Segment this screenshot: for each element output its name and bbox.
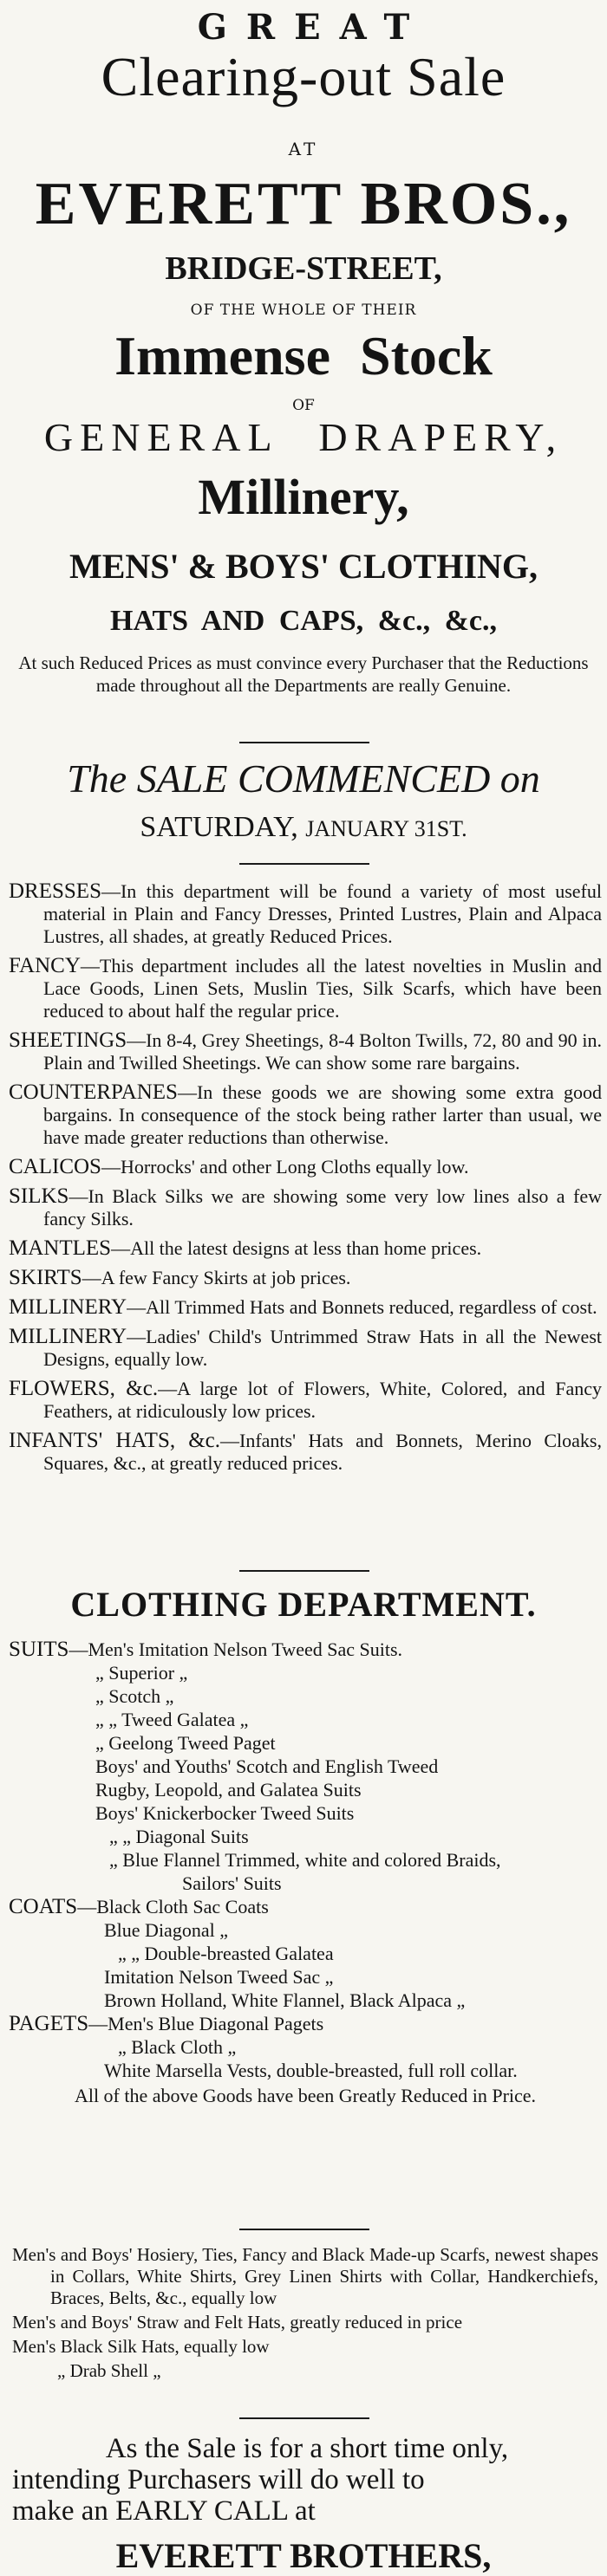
hats-heading: HATS AND CAPS, &c., &c., bbox=[110, 605, 497, 637]
firm-name: EVERETT BROS., bbox=[35, 171, 572, 237]
street-name: BRIDGE-STREET, bbox=[165, 250, 442, 287]
list-item: Sailors' Suits bbox=[182, 1872, 282, 1894]
list-item: SILKS—In Black Silks we are showing some very low lines also a few fancy Silks. bbox=[9, 1184, 602, 1230]
closing-firm: EVERETT BROTHERS, bbox=[115, 2536, 492, 2575]
list-item: „ „ Double-breasted Galatea bbox=[118, 1943, 334, 1964]
millinery-heading: Millinery, bbox=[198, 469, 409, 525]
clothing-department-heading: CLOTHING DEPARTMENT. bbox=[70, 1585, 537, 1624]
closing-line: intending Purchasers will do well to bbox=[12, 2464, 425, 2495]
list-item: Boys' and Youths' Scotch and English Tweed bbox=[95, 1755, 439, 1777]
divider-rule bbox=[239, 2417, 369, 2419]
list-item: SKIRTS—A few Fancy Skirts at job prices. bbox=[9, 1266, 351, 1289]
at-label: AT bbox=[288, 139, 319, 159]
list-item: INFANTS' HATS, &c.—Infants' Hats and Bonnets, Merino Cloaks, Squares, &c., at greatly reduced prices. bbox=[9, 1429, 602, 1474]
list-item: „ Blue Flannel Trimmed, white and colored Braids, bbox=[109, 1849, 501, 1871]
divider-rule bbox=[239, 1570, 369, 1572]
list-item: FANCY—This department includes all the latest novelties in Muslin and Lace Goods, Linen Sets, Muslin Ties, Silk Scarfs, which have been reduced to about half the regular price. bbox=[9, 954, 602, 1022]
list-item: Blue Diagonal „ bbox=[104, 1919, 228, 1941]
sale-date-text: JANUARY 31ST. bbox=[305, 816, 467, 841]
divider-rule bbox=[239, 2229, 369, 2230]
list-item: SUITS—Men's Imitation Nelson Tweed Sac Suits. bbox=[9, 1638, 403, 1661]
list-item: Men's and Boys' Hosiery, Ties, Fancy and Black Made-up Scarfs, newest shapes in Collars, White Shirts, Grey Linen Shirts with Collar, Handkerchiefs, Braces, Belts, &c., equally low bbox=[12, 2244, 598, 2308]
clothing-heading: MENS' & BOYS' CLOTHING, bbox=[69, 547, 538, 586]
list-item: DRESSES—In this department will be found a variety of most useful material in Plain and Fancy Dresses, Printed Lustres, Plain and Alpaca Lustres, all shades, at greatly Reduced Prices. bbox=[9, 879, 602, 947]
list-item: MILLINERY—All Trimmed Hats and Bonnets reduced, regardless of cost. bbox=[9, 1295, 597, 1319]
closing-line: make an EARLY CALL at bbox=[12, 2495, 316, 2527]
list-item: COUNTERPANES—In these goods we are showing some extra good bargains. In consequence of the stock being rather larter than usual, we have made greater reductions than otherwise. bbox=[9, 1080, 602, 1148]
great-heading: GREAT bbox=[197, 7, 429, 48]
list-item: CALICOS—Horrocks' and other Long Cloths equally low. bbox=[9, 1155, 469, 1178]
list-item: Brown Holland, White Flannel, Black Alpaca „ bbox=[104, 1989, 466, 2011]
all-above-note: All of the above Goods have been Greatly Reduced in Price. bbox=[74, 2085, 537, 2106]
sale-date bbox=[0, 811, 607, 844]
list-item: „ Drab Shell „ bbox=[57, 2360, 161, 2381]
list-item: „ Geelong Tweed Paget bbox=[95, 1732, 276, 1754]
closing-notice bbox=[12, 2433, 602, 2527]
list-item: „ Superior „ bbox=[95, 1662, 188, 1684]
hosiery-list bbox=[12, 2244, 598, 2385]
list-item: FLOWERS, &c.—A large lot of Flowers, White, Colored, and Fancy Feathers, at ridiculously low prices. bbox=[9, 1377, 602, 1422]
list-item: „ „ Tweed Galatea „ bbox=[95, 1709, 249, 1730]
list-item: „ „ Diagonal Suits bbox=[109, 1826, 249, 1847]
list-item: SHEETINGS—In 8-4, Grey Sheetings, 8-4 Bolton Twills, 72, 80 and 90 in. Plain and Twilled Sheetings. We can show some rare bargains. bbox=[9, 1028, 602, 1074]
immense-stock-heading: Immense Stock bbox=[114, 325, 493, 386]
of-label: OF bbox=[292, 397, 315, 414]
list-item: MANTLES—All the latest designs at less than home prices. bbox=[9, 1236, 482, 1260]
sale-day: SATURDAY, bbox=[140, 811, 298, 843]
list-item: MILLINERY—Ladies' Child's Untrimmed Straw Hats in all the Newest Designs, equally low. bbox=[9, 1325, 602, 1370]
general-drapery-heading: GENERAL DRAPERY, bbox=[43, 415, 564, 459]
sale-commenced-heading: The SALE COMMENCED on bbox=[67, 756, 540, 801]
clothing-list bbox=[9, 1638, 602, 2107]
list-item: „ Black Cloth „ bbox=[118, 2036, 237, 2058]
list-item: Men's and Boys' Straw and Felt Hats, greatly reduced in price bbox=[12, 2312, 463, 2333]
list-item: COATS—Black Cloth Sac Coats bbox=[9, 1895, 269, 1918]
list-item: Imitation Nelson Tweed Sac „ bbox=[104, 1966, 334, 1988]
list-item: White Marsella Vests, double-breasted, full roll collar. bbox=[104, 2060, 518, 2081]
list-item: „ Scotch „ bbox=[95, 1685, 174, 1707]
list-item: Rugby, Leopold, and Galatea Suits bbox=[95, 1779, 362, 1801]
divider-rule bbox=[239, 742, 369, 743]
list-item: Men's Black Silk Hats, equally low bbox=[12, 2336, 270, 2357]
list-item: PAGETS—Men's Blue Diagonal Pagets bbox=[9, 2012, 324, 2035]
divider-rule bbox=[239, 863, 369, 865]
list-item: Boys' Knickerbocker Tweed Suits bbox=[95, 1802, 355, 1824]
reduced-prices-text: At such Reduced Prices as must convince every Purchaser that the Reductions made throughout all the Departments are really Genuine. bbox=[18, 652, 589, 696]
closing-line: As the Sale is for a short time only, bbox=[105, 2433, 509, 2464]
sale-title: Clearing-out Sale bbox=[101, 46, 506, 107]
department-list bbox=[9, 880, 602, 1482]
whole-of-their: OF THE WHOLE OF THEIR bbox=[190, 302, 417, 319]
